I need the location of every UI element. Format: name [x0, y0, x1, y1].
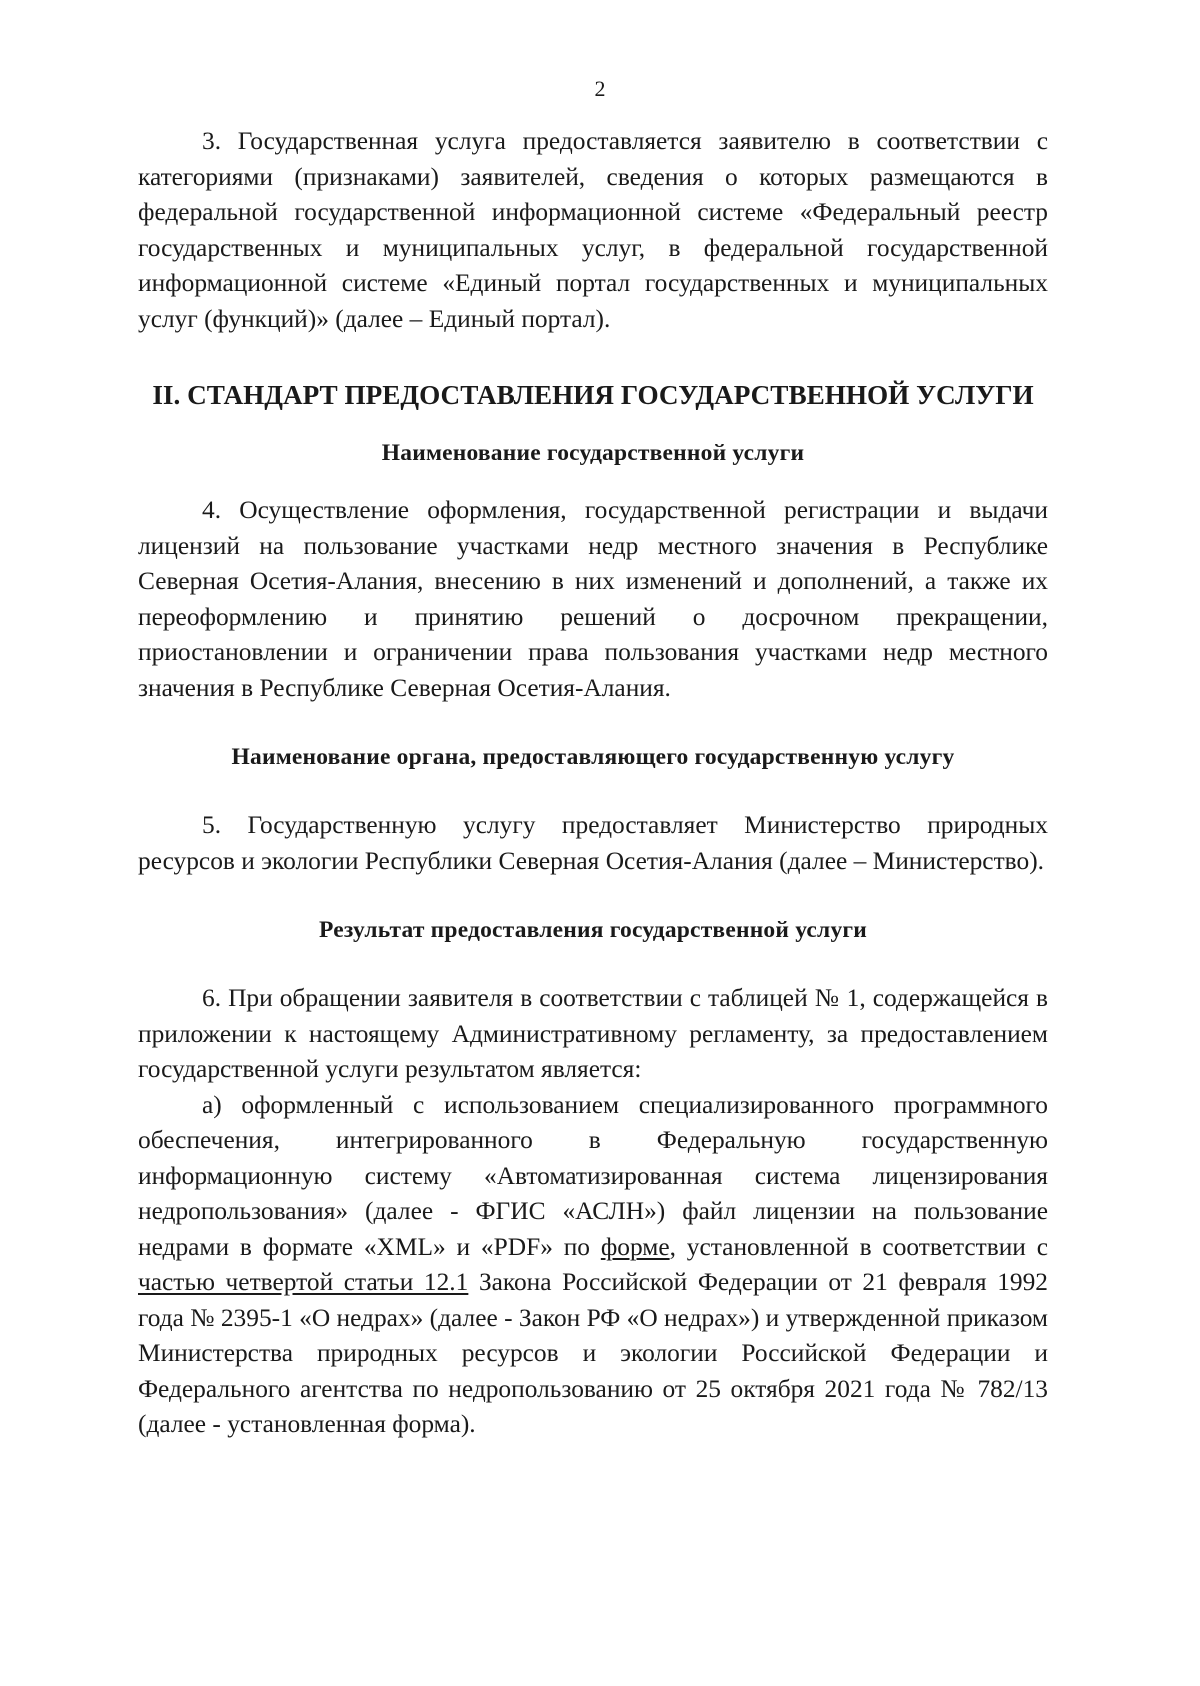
form-link[interactable]: форме [600, 1232, 670, 1261]
subheading-service-name: Наименование государственной услуги [381, 440, 805, 466]
paragraph-6a [138, 1088, 1048, 1443]
paragraph-4: 4. Осуществление оформления, государственной регистрации и выдачи лицензий на пользование участками недр местного значения в Республике Северная Осетия-Алания, внесению в них изменений и дополнений, а также их переоформлению и принятию решений о досрочном прекращении, приостановлении и ограничении права пользования участками недр местного значения в Республике Северная Осетия-Алания. [138, 496, 1048, 702]
paragraph-6a-text-3: Закона Российской Федерации от 21 февраля 1992 года № 2395-1 «О недрах» (далее - Закон РФ «О недрах») и утвержденной приказом Министерства природных ресурсов и экологии Российской Федерации и Федерального агентства по недропользованию от 25 октября 2021 года № 782/13 (далее - установленная форма). [138, 1268, 1048, 1438]
paragraph-6a-text-1: а) оформленный с использованием специализированного программного обеспечения, интегрированного в Федеральную государственную информационную систему «Автоматизированная система лицензирования недропользования» (далее - ФГИС «АСЛН») файл лицензии на пользование недрами в формате «XML» и «PDF» по [138, 1090, 1048, 1261]
paragraph-3: 3. Государственная услуга предоставляется заявителю в соответствии с категориями (признаками) заявителей, сведения о которых размещаются в федеральной государственной информационной системе «Федеральный реестр государственных и муниципальных услуг, в федеральной государственной информационной системе «Единый портал государственных и муниципальных услуг (функций)» (далее – Единый портал). [138, 127, 1048, 333]
article-12-1-link[interactable]: частью четвертой статьи 12.1 [138, 1268, 469, 1296]
paragraph-5: 5. Государственную услугу предоставляет Министерство природных ресурсов и экологии Республики Северная Осетия-Алания (далее – Министерство). [138, 811, 1048, 875]
document-body [138, 124, 1048, 1443]
section-heading-standard: II. СТАНДАРТ ПРЕДОСТАВЛЕНИЯ ГОСУДАРСТВЕННОЙ УСЛУГИ [152, 380, 1034, 410]
paragraph-6: 6. При обращении заявителя в соответствии с таблицей № 1, содержащейся в приложении к настоящему Административному регламенту, за предоставлением государственной услуги результатом является: [138, 984, 1048, 1083]
subheading-result: Результат предоставления государственной услуги [318, 917, 868, 943]
page-number: 2 [594, 76, 606, 101]
subheading-authority-name: Наименование органа, предоставляющего государственную услугу [231, 744, 955, 770]
paragraph-6a-text-2: , установленной в соответствии с [669, 1232, 1048, 1261]
